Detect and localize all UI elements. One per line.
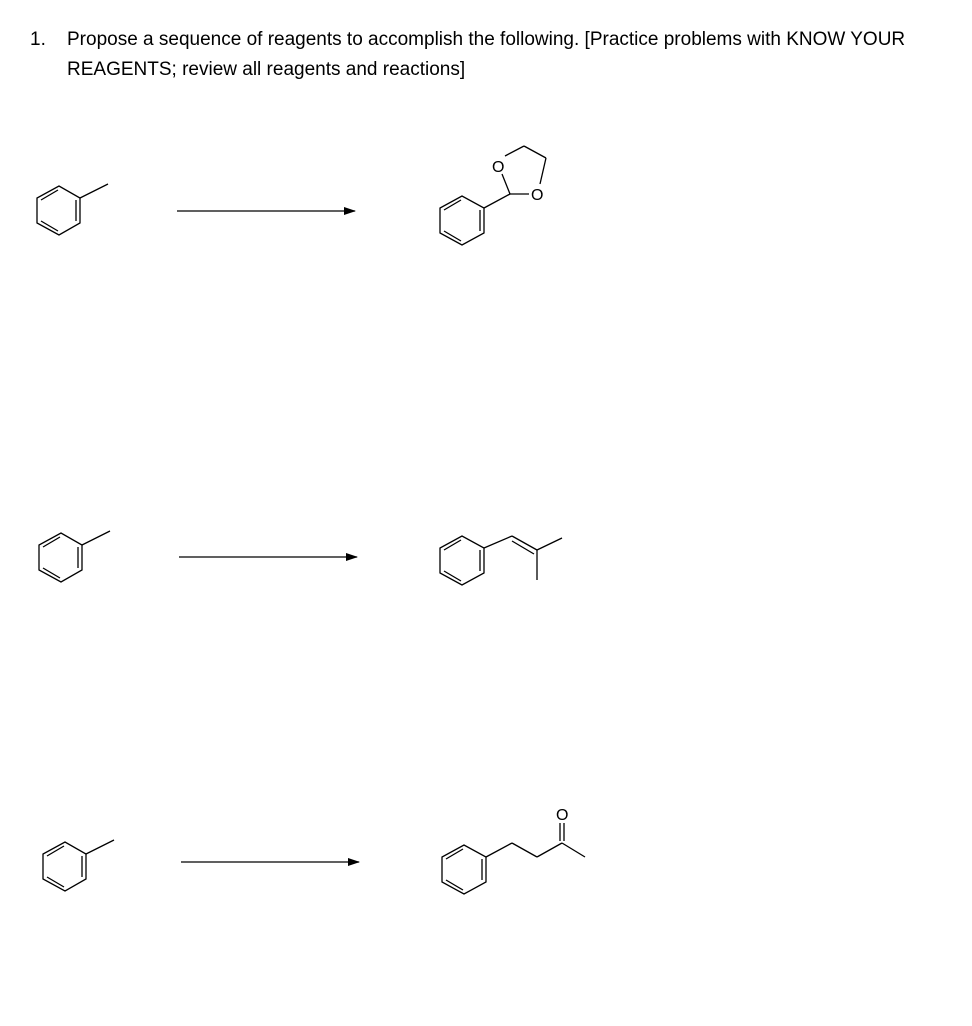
starting-material-toluene [43,840,114,891]
reaction-scheme-2 [0,480,972,640]
reaction-scheme-3 [0,795,972,955]
scheme-2-drawing [0,480,972,640]
oxygen-label-2: O [531,187,544,204]
question [30,25,960,85]
scheme-3-drawing [0,795,972,955]
oxygen-label-1: O [492,159,505,176]
scheme-1-drawing [0,130,972,290]
starting-material-toluene [37,184,108,235]
product-alkene [440,536,562,585]
starting-material-toluene [39,531,110,582]
question-number: 1. [30,29,46,50]
product-ketone [442,823,585,894]
reaction-scheme-1 [0,130,972,290]
oxygen-label-carbonyl: O [556,807,569,824]
question-text: Propose a sequence of reagents to accomplish the following. [Practice problems with KNOW YOUR REAGENTS; review all reagents and reactions] [67,29,906,80]
